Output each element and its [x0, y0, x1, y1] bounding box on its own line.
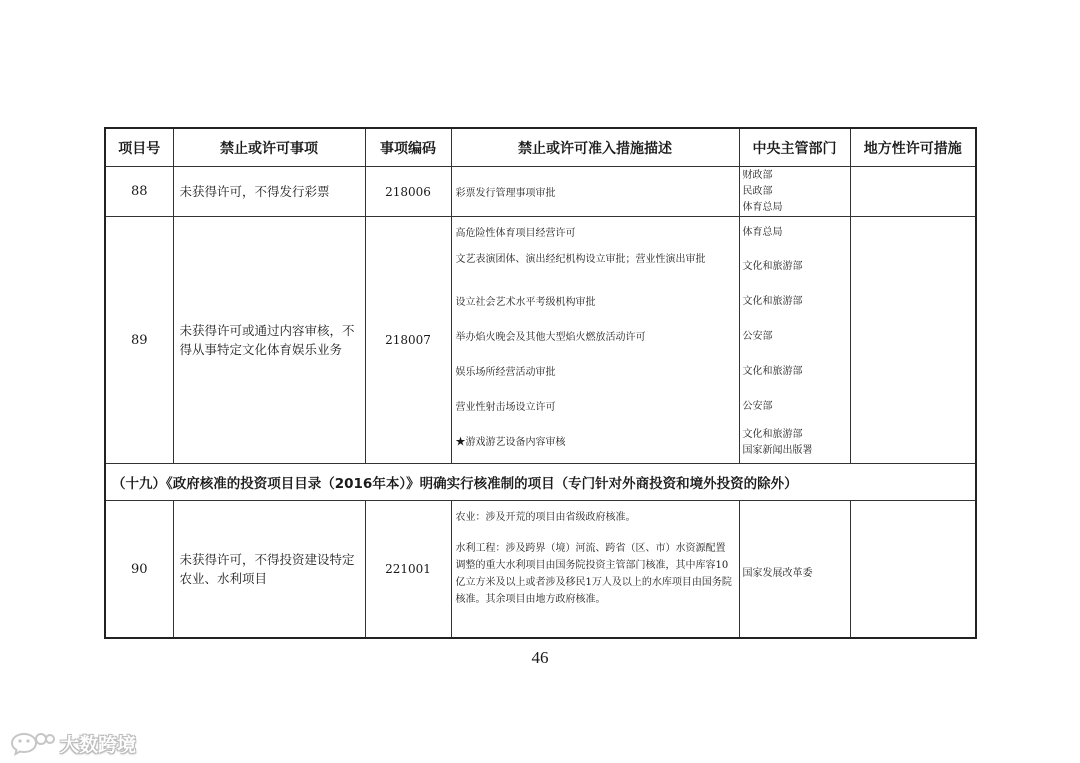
item-code: 218007: [365, 217, 451, 464]
department-cell: [739, 167, 850, 217]
local-measures-cell: [850, 167, 976, 217]
item-number: 88: [105, 167, 173, 217]
section-title: （十九）《政府核准的投资项目目录（2016年本）》明确实行核准制的项目（专门针对外商投资和境外投资的除外）: [105, 464, 976, 501]
local-measures-cell: [850, 217, 976, 464]
item-number: 89: [105, 217, 173, 464]
measures-cell: [451, 217, 739, 464]
table-row: [105, 501, 976, 639]
item-number: 90: [105, 501, 173, 639]
permit-table: [104, 127, 977, 639]
department-name: 文化和旅游部: [742, 429, 803, 440]
department-cell: [739, 217, 850, 464]
department-name: 国家发展改革委: [742, 568, 813, 579]
measure-text: 营业性射击场设立许可: [455, 402, 556, 413]
department-name: 国家新闻出版署: [742, 445, 813, 456]
department-name: 公安部: [742, 331, 773, 342]
measure-text: 举办焰火晚会及其他大型焰火燃放活动许可: [455, 332, 646, 343]
department-name: 体育总局: [742, 202, 783, 213]
wechat-logo-icon: [10, 729, 56, 757]
section-row: [105, 464, 976, 501]
watermark-text: 大数跨境: [60, 733, 137, 756]
measure-text: 农业：涉及开荒的项目由省级政府核准。: [455, 512, 636, 523]
department-name: 公安部: [742, 401, 773, 412]
watermark: [10, 728, 136, 758]
item-name: 未获得许可或通过内容审核，不得从事特定文化体育娱乐业务: [173, 217, 365, 464]
measure-text: 娱乐场所经营活动审批: [455, 367, 556, 378]
header-item-number: 项目号: [105, 128, 173, 167]
measures-cell: [451, 167, 739, 217]
header-item-name: 禁止或许可事项: [173, 128, 365, 167]
header-local-measures: 地方性许可措施: [850, 128, 976, 167]
measure-text: 文艺表演团体、演出经纪机构设立审批；营业性演出审批: [455, 254, 706, 265]
department-name: 文化和旅游部: [742, 296, 803, 307]
item-name: 未获得许可，不得投资建设特定农业、水利项目: [173, 501, 365, 639]
department-name: 文化和旅游部: [742, 261, 803, 272]
item-code: 218006: [365, 167, 451, 217]
item-code: 221001: [365, 501, 451, 639]
item-name: 未获得许可，不得发行彩票: [173, 167, 365, 217]
local-measures-cell: [850, 501, 976, 639]
department-name: 民政部: [742, 186, 773, 197]
table-row: [105, 217, 976, 464]
measure-text: 高危险性体育项目经营许可: [455, 228, 576, 239]
measures-cell: [451, 501, 739, 639]
header-department: 中央主管部门: [739, 128, 850, 167]
measure-text: 彩票发行管理事项审批: [455, 188, 556, 199]
department-name: 文化和旅游部: [742, 366, 803, 377]
header-item-code: 事项编码: [365, 128, 451, 167]
table-row: [105, 167, 976, 217]
header-measures: 禁止或许可准入措施描述: [451, 128, 739, 167]
table-header-row: [105, 128, 976, 167]
page-number: 46: [531, 648, 549, 667]
measure-text: 设立社会艺术水平考级机构审批: [455, 297, 596, 308]
department-name: 体育总局: [742, 227, 783, 238]
department-name: 财政部: [742, 170, 773, 181]
department-cell: [739, 501, 850, 639]
measure-text: 水利工程：涉及跨界（境）河流、跨省（区、市）水资源配置调整的重大水利项目由国务院投资主管部门核准，其中库容10亿立方米及以上或者涉及移民1万人及以上的水库项目由国务院核准。其余项目由地方政府核准。: [455, 543, 732, 605]
measure-text: ★游戏游艺设备内容审核: [455, 437, 566, 448]
